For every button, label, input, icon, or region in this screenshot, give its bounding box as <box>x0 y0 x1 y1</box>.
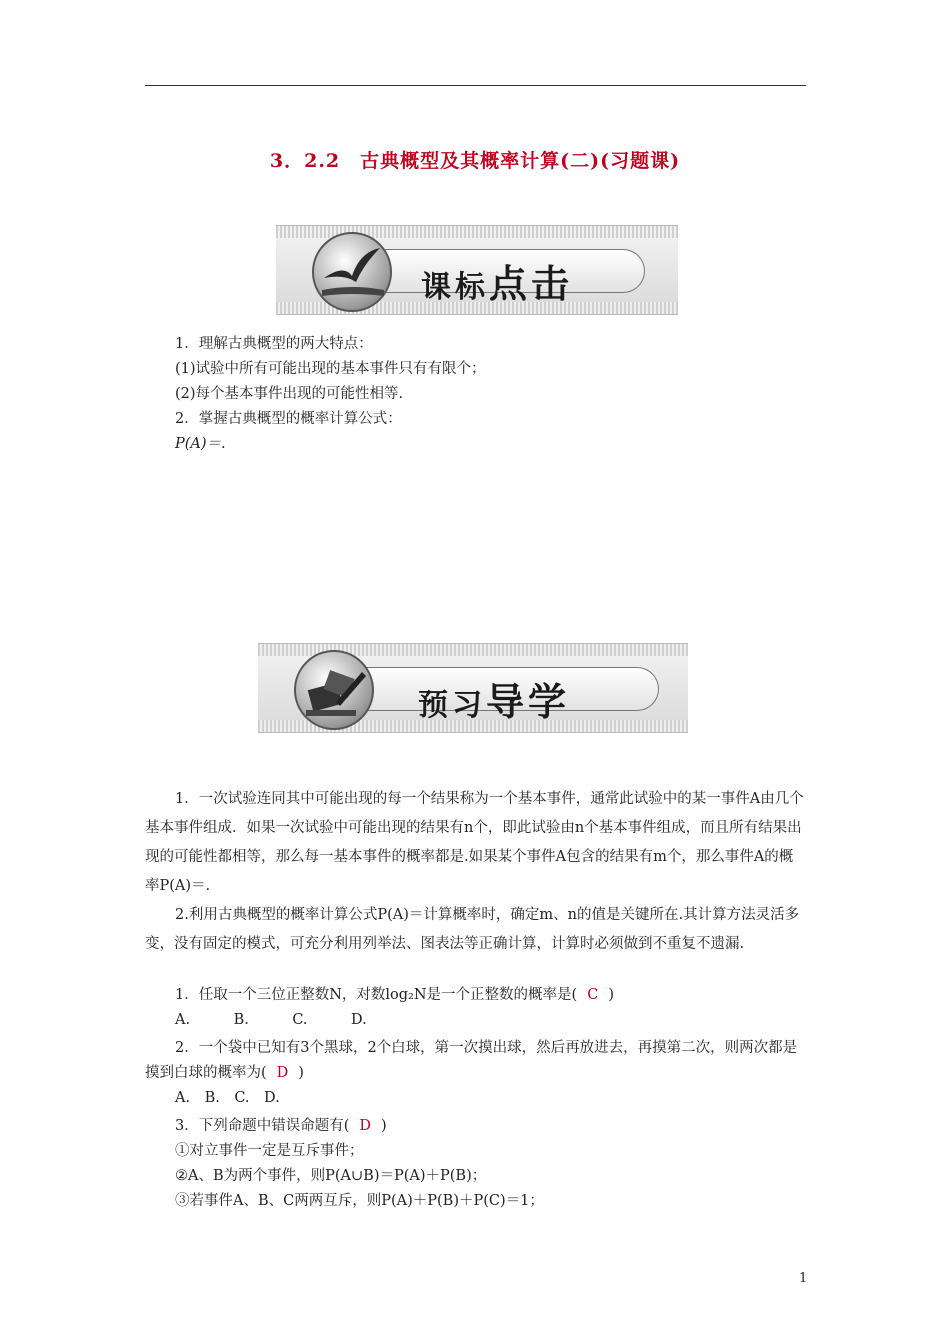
section-banner-standards <box>276 225 678 315</box>
question-3: 3．下列命题中错误命题有( D ) <box>175 1118 387 1134</box>
question-3-item: ②A、B为两个事件，则P(A∪B)＝P(A)＋P(B)； <box>175 1168 487 1184</box>
question-2-options: A. B. C. D. <box>175 1090 280 1106</box>
preview-section <box>145 785 805 959</box>
preview-paragraph: 2.利用古典概型的概率计算公式P(A)＝计算概率时，确定m、n的值是关键所在.其计算方法灵活多变，没有固定的模式，可充分利用列举法、图表法等正确计算，计算时必须做到不重复不遗漏. <box>145 907 800 952</box>
question-1-options: A. B. C. D. <box>175 1012 367 1028</box>
answer-3: D <box>359 1118 372 1134</box>
header-rule <box>145 85 806 86</box>
banner-title-standards: 课标点击 <box>421 262 574 306</box>
question-2: 2．一个袋中已知有3个黑球，2个白球，第一次摸出球，然后再放进去，再摸第二次，则两次都是摸到白球的概率为( D ) <box>145 1040 798 1081</box>
section-banner-preview <box>258 643 688 733</box>
question-3-item: ①对立事件一定是互斥事件； <box>175 1143 364 1159</box>
standards-line: 1．理解古典概型的两大特点： <box>175 336 373 352</box>
standards-line: (1)试验中所有可能出现的基本事件只有有限个； <box>175 361 486 377</box>
page-title: 3．2.2 古典概型及其概率计算(二)(习题课) <box>269 150 681 172</box>
standards-line: (2)每个基本事件出现的可能性相等. <box>175 386 404 402</box>
question-1: 1．任取一个三位正整数N，对数log₂N是一个正整数的概率是( C ) <box>175 987 614 1003</box>
answer-2: D <box>276 1065 289 1081</box>
answer-1: C <box>587 987 599 1003</box>
page-number: 1 <box>799 1271 808 1286</box>
bird-icon <box>312 232 392 312</box>
preview-paragraph: 1．一次试验连同其中可能出现的每一个结果称为一个基本事件，通常此试验中的某一事件A由几个基本事件组成．如果一次试验中可能出现的结果有n个，即此试验由n个基本事件组成，而且所有结果出现的可能性都相等，那么每一基本事件的概率都是.如果某个事件A包含的结果有m个，那么事件A的概率P(A)＝. <box>145 791 804 894</box>
standards-line: 2．掌握古典概型的概率计算公式： <box>175 411 402 427</box>
standards-section <box>175 332 795 457</box>
books-icon <box>294 650 374 730</box>
question-3-item: ③若事件A、B、C两两互斥，则P(A)＋P(B)＋P(C)＝1； <box>175 1193 544 1209</box>
standards-line: P(A)＝. <box>175 436 226 452</box>
exercises-section <box>145 983 805 1214</box>
banner-title-preview: 预习导学 <box>418 680 571 724</box>
